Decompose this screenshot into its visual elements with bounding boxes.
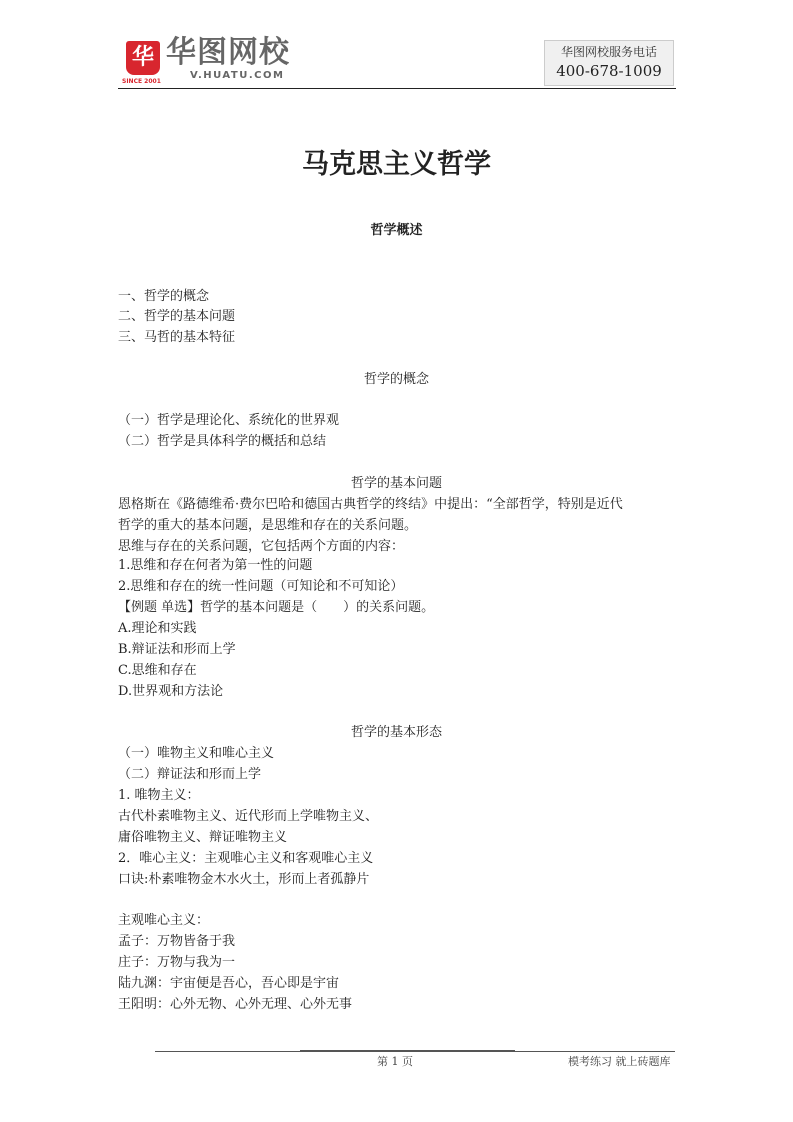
body-line: 2．唯心主义：主观唯心主义和客观唯心主义 <box>118 851 374 866</box>
outline-item: 二、哲学的基本问题 <box>118 309 236 324</box>
body-line: 古代朴素唯物主义、近代形而上学唯物主义、 <box>118 809 379 824</box>
body-line: 庄子：万物与我为一 <box>118 955 236 970</box>
phone-number: 400-678-1009 <box>556 62 662 80</box>
document-subtitle: 哲学概述 <box>370 223 423 238</box>
huatu-logo-icon: 华 <box>126 41 160 75</box>
header-divider <box>118 88 676 89</box>
mnemonic: 口诀:朴素唯物金木水火土，形而上者孤静片 <box>118 872 370 887</box>
logo-since: SINCE 2001 <box>122 78 161 85</box>
body-line: 庸俗唯物主义、辩证唯物主义 <box>118 830 288 845</box>
service-phone-box <box>544 40 674 86</box>
option-b: B.辩证法和形而上学 <box>118 642 236 657</box>
outline-item: 一、哲学的概念 <box>118 289 210 304</box>
phone-label: 华图网校服务电话 <box>560 45 657 59</box>
page-number: 第 1 页 <box>377 1055 413 1068</box>
body-line: 哲学的重大的基本问题，是思维和存在的关系问题。 <box>118 518 418 533</box>
body-line: 1.思维和存在何者为第一性的问题 <box>118 558 313 573</box>
body-line: 2.思维和存在的统一性问题（可知论和不可知论） <box>118 579 404 594</box>
section-heading: 哲学的概念 <box>363 372 429 387</box>
brand-url: V.HUATU.COM <box>190 70 285 81</box>
option-c: C.思维和存在 <box>118 663 197 678</box>
section-heading: 哲学的基本形态 <box>350 725 442 740</box>
body-line: 1. 唯物主义： <box>118 788 200 803</box>
body-line: 恩格斯在《路德维希·费尔巴哈和德国古典哲学的终结》中提出：“全部哲学，特别是近代 <box>118 497 623 512</box>
footer-divider-accent <box>300 1050 515 1052</box>
body-line: 陆九渊：宇宙便是吾心，吾心即是宇宙 <box>118 976 340 991</box>
example-question: 【例题 单选】哲学的基本问题是（ ）的关系问题。 <box>118 600 435 615</box>
body-line: 主观唯心主义： <box>118 913 210 928</box>
brand-name: 华图网校 <box>166 35 290 70</box>
body-line: （二）辩证法和形而上学 <box>118 767 262 782</box>
outline-item: 三、马哲的基本特征 <box>118 330 236 345</box>
body-line: 思维与存在的关系问题，它包括两个方面的内容： <box>118 539 405 554</box>
document-title: 马克思主义哲学 <box>302 149 491 180</box>
footer-slogan: 模考练习 就上砖题库 <box>568 1055 671 1068</box>
option-d: D.世界观和方法论 <box>118 684 224 699</box>
section-heading: 哲学的基本问题 <box>350 476 442 491</box>
body-line: 孟子：万物皆备于我 <box>118 934 236 949</box>
body-line: （二）哲学是具体科学的概括和总结 <box>118 434 327 449</box>
body-line: （一）哲学是理论化、系统化的世界观 <box>118 413 340 428</box>
body-line: 王阳明：心外无物、心外无理、心外无事 <box>118 997 353 1012</box>
body-line: （一）唯物主义和唯心主义 <box>118 746 275 761</box>
option-a: A.理论和实践 <box>118 621 197 636</box>
